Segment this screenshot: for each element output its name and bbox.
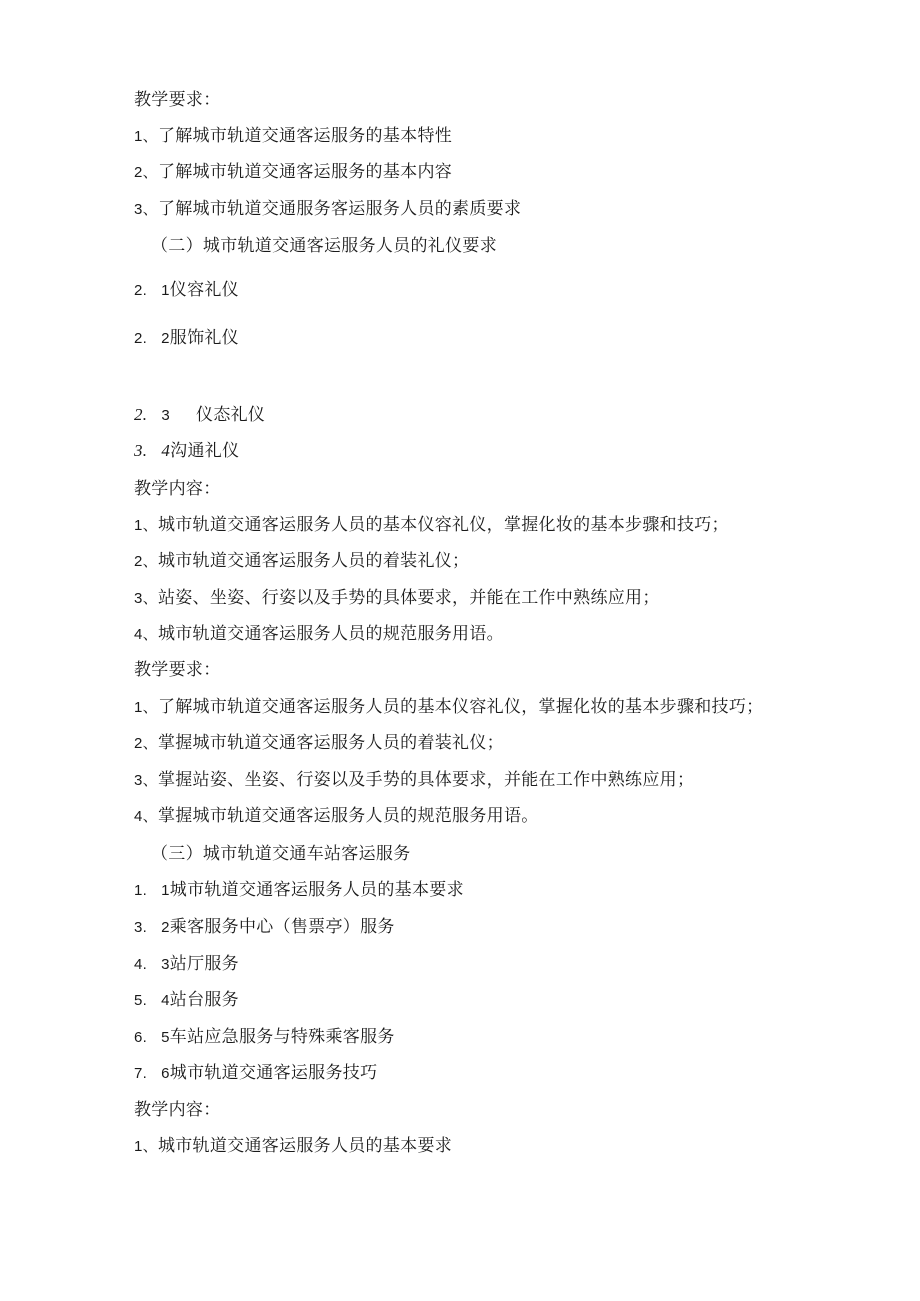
subsection-text: 车站应急服务与特殊乘客服务 bbox=[169, 1027, 395, 1047]
subsection-item bbox=[134, 954, 239, 975]
subsection-item bbox=[134, 880, 464, 901]
list-item-text: 掌握城市轨道交通客运服务人员的着装礼仪； bbox=[157, 733, 504, 753]
teaching-requirements-heading: 教学要求： bbox=[134, 660, 221, 680]
list-item-number: 1、 bbox=[134, 517, 158, 534]
subsection-item bbox=[134, 441, 239, 461]
list-item-text: 了解城市轨道交通客运服务的基本内容 bbox=[157, 162, 453, 182]
list-item bbox=[134, 162, 452, 183]
subsection-text: 乘客服务中心（售票亭）服务 bbox=[169, 917, 395, 937]
list-item bbox=[134, 806, 539, 827]
list-item-number: 3、 bbox=[134, 590, 158, 607]
subsection-number-minor: 2 bbox=[161, 919, 170, 936]
subsection-item bbox=[134, 1027, 395, 1048]
list-item bbox=[134, 551, 469, 572]
subsection-number-major: 2. bbox=[134, 330, 148, 347]
list-item-text: 掌握城市轨道交通客运服务人员的规范服务用语。 bbox=[157, 806, 539, 826]
subsection-number-major: 4. bbox=[134, 956, 148, 973]
section-title: （二）城市轨道交通客运服务人员的礼仪要求 bbox=[151, 236, 497, 256]
subsection-number-minor: 5 bbox=[161, 1029, 170, 1046]
subsection-text: 仪态礼仪 bbox=[196, 405, 266, 425]
subsection-text: 仪容礼仪 bbox=[169, 280, 239, 300]
subsection-number-minor: 4 bbox=[161, 992, 170, 1009]
list-item bbox=[134, 697, 763, 718]
subsection-number-minor: 3 bbox=[161, 956, 170, 973]
list-item bbox=[134, 199, 521, 220]
subsection-number-major: 5. bbox=[134, 992, 148, 1009]
subsection-text: 城市轨道交通客运服务技巧 bbox=[169, 1063, 378, 1083]
subsection-item bbox=[134, 1063, 377, 1084]
section-title: （三）城市轨道交通车站客运服务 bbox=[151, 844, 411, 864]
subsection-number-minor: 6 bbox=[161, 1065, 170, 1082]
subsection-number-major: 3. bbox=[134, 441, 148, 460]
subsection-text: 沟通礼仪 bbox=[170, 441, 240, 461]
list-item-text: 掌握站姿、坐姿、行姿以及手势的具体要求，并能在工作中熟练应用； bbox=[157, 770, 695, 790]
subsection-number-major: 2. bbox=[134, 405, 148, 424]
list-item-text: 了解城市轨道交通客运服务的基本特性 bbox=[157, 126, 453, 146]
teaching-requirements-heading: 教学要求： bbox=[134, 90, 221, 110]
list-item bbox=[134, 1136, 452, 1157]
teaching-content-heading: 教学内容： bbox=[134, 1100, 221, 1120]
list-item-text: 站姿、坐姿、行姿以及手势的具体要求，并能在工作中熟练应用； bbox=[157, 588, 660, 608]
list-item-number: 1、 bbox=[134, 699, 158, 716]
list-item bbox=[134, 624, 504, 645]
list-item-number: 1、 bbox=[134, 1138, 158, 1155]
list-item bbox=[134, 126, 452, 147]
list-item-number: 3、 bbox=[134, 772, 158, 789]
list-item bbox=[134, 588, 660, 609]
subsection-number-minor: 4 bbox=[161, 441, 171, 460]
list-item-number: 2、 bbox=[134, 735, 158, 752]
subsection-number-major: 3. bbox=[134, 919, 148, 936]
list-item-text: 城市轨道交通客运服务人员的着装礼仪； bbox=[157, 551, 470, 571]
subsection-number-major: 2. bbox=[134, 282, 148, 299]
list-item-number: 1、 bbox=[134, 128, 158, 145]
list-item-text: 城市轨道交通客运服务人员的规范服务用语。 bbox=[157, 624, 504, 644]
list-item bbox=[134, 770, 694, 791]
subsection-item bbox=[134, 917, 395, 938]
subsection-text: 站厅服务 bbox=[169, 954, 239, 974]
subsection-item bbox=[134, 405, 265, 426]
subsection-text: 城市轨道交通客运服务人员的基本要求 bbox=[169, 880, 464, 900]
list-item-text: 城市轨道交通客运服务人员的基本仪容礼仪，掌握化妆的基本步骤和技巧； bbox=[157, 515, 729, 535]
subsection-number-major: 6. bbox=[134, 1029, 148, 1046]
subsection-number-minor: 2 bbox=[161, 330, 170, 347]
subsection-number-minor: 3 bbox=[161, 407, 171, 424]
list-item bbox=[134, 733, 504, 754]
subsection-item bbox=[134, 990, 239, 1011]
subsection-item bbox=[134, 328, 239, 349]
subsection-number-minor: 1 bbox=[161, 282, 170, 299]
list-item bbox=[134, 515, 729, 536]
teaching-content-heading: 教学内容： bbox=[134, 479, 221, 499]
list-item-number: 4、 bbox=[134, 626, 158, 643]
subsection-item bbox=[134, 280, 239, 301]
list-item-number: 4、 bbox=[134, 808, 158, 825]
subsection-number-major: 7. bbox=[134, 1065, 148, 1082]
subsection-text: 站台服务 bbox=[169, 990, 239, 1010]
list-item-number: 2、 bbox=[134, 164, 158, 181]
list-item-text: 城市轨道交通客运服务人员的基本要求 bbox=[157, 1136, 453, 1156]
subsection-text: 服饰礼仪 bbox=[169, 328, 239, 348]
list-item-number: 3、 bbox=[134, 201, 158, 218]
subsection-number-minor: 1 bbox=[161, 882, 170, 899]
list-item-number: 2、 bbox=[134, 553, 158, 570]
list-item-text: 了解城市轨道交通服务客运服务人员的素质要求 bbox=[157, 199, 522, 219]
list-item-text: 了解城市轨道交通客运服务人员的基本仪容礼仪，掌握化妆的基本步骤和技巧； bbox=[157, 697, 764, 717]
subsection-number-major: 1. bbox=[134, 882, 148, 899]
